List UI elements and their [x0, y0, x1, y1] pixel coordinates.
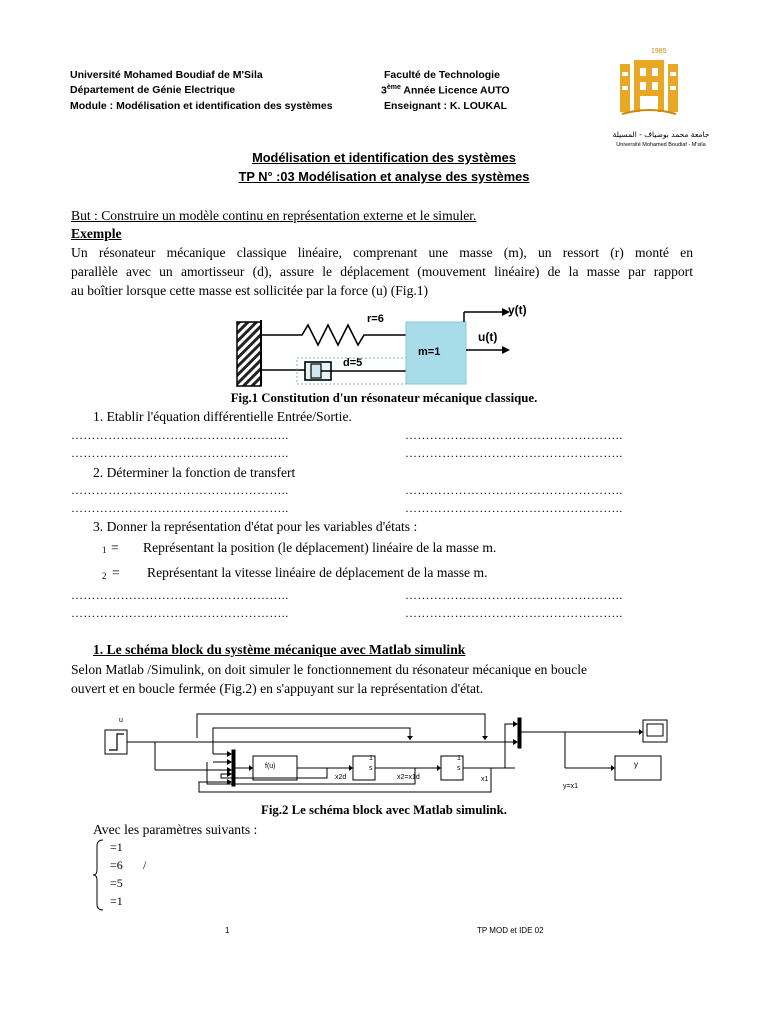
university-logo: 1985 جامعة محمد بوضياف - المسيلة Université Mohamed Boudiaf - M'sila	[606, 48, 716, 153]
state-var-1-text: Représentant la position (le déplacement) linéaire de la masse m.	[143, 540, 497, 555]
y-block-label: y	[634, 760, 638, 769]
fig1-caption: Fig.1 Constitution d'un résonateur mécanique classique.	[230, 391, 538, 405]
integrator-1-den: s	[369, 765, 373, 772]
example-line-3: au boîtier lorsque cette masse est sollicitée par la force (u) (Fig.1)	[71, 283, 429, 298]
header-teacher: Enseignant : K. LOUKAL	[384, 100, 508, 112]
brace-icon	[92, 838, 106, 912]
header-module: Module : Modélisation et identification des systèmes	[70, 100, 333, 112]
fig2-diagram	[95, 712, 685, 796]
logo-latin-name: Université Mohamed Boudiaf - M'sila	[616, 142, 706, 148]
y-x1-label: y=x1	[563, 783, 578, 790]
main-title: Modélisation et identification des systèmes	[252, 150, 516, 165]
answer-line: ……………………………………………..	[71, 446, 289, 460]
example-heading: Exemple	[71, 226, 122, 241]
mass-label: m=1	[418, 346, 441, 358]
answer-line: ……………………………………………..	[71, 483, 289, 497]
header-year: 3ème Année Licence AUTO	[381, 84, 510, 97]
section1-heading: 1. Le schéma block du système mécanique avec Matlab simulink	[93, 642, 466, 657]
integrator-2-den: s	[457, 765, 461, 772]
question-3: 3. Donner la représentation d'état pour les variables d'états :	[93, 519, 418, 534]
answer-line: ……………………………………………..	[405, 606, 623, 620]
answer-line: ……………………………………………..	[71, 606, 289, 620]
fcn-label: f(u)	[265, 763, 276, 770]
x2d-label: x2d	[335, 774, 347, 781]
y-output-block	[615, 756, 661, 780]
fig1-diagram	[234, 300, 534, 390]
output-label: y(t)	[508, 303, 527, 317]
answer-line: ……………………………………………..	[71, 428, 289, 442]
question-1: 1. Etablir l'équation différentielle Entrée/Sortie.	[93, 409, 352, 424]
spring-label: r=6	[367, 313, 384, 325]
state-var-2-text: Représentant la vitesse linéaire de déplacement de la masse m.	[147, 565, 488, 580]
page-number: 1	[225, 926, 230, 935]
answer-line: ……………………………………………..	[405, 428, 623, 442]
params-intro: Avec les paramètres suivants :	[93, 822, 258, 837]
answer-line: ……………………………………………..	[405, 446, 623, 460]
damper-label: d=5	[343, 357, 363, 369]
answer-line: ……………………………………………..	[71, 501, 289, 515]
u-signal-label: u	[119, 717, 123, 724]
param-value: =1	[110, 840, 123, 854]
param-value: =5	[110, 876, 123, 890]
param-value: =6	[110, 858, 123, 872]
integrator-1-num: 1	[369, 755, 373, 762]
section1-line-2: ouvert et en boucle fermée (Fig.2) en s'appuyant sur la représentation d'état.	[71, 681, 484, 696]
example-line-1: Un résonateur mécanique classique linéaire, comprenant une masse (m), un ressort (r) monté en	[71, 245, 693, 260]
answer-line: ……………………………………………..	[405, 483, 623, 497]
goal-text: But : Construire un modèle continu en représentation externe et le simuler.	[71, 208, 477, 223]
answer-line: ……………………………………………..	[405, 501, 623, 515]
wall-hatch	[237, 322, 261, 386]
param-slash: /	[143, 858, 147, 872]
logo-emblem-icon	[620, 56, 678, 116]
answer-line: ……………………………………………..	[71, 588, 289, 602]
state-var-1-sub: 1	[102, 545, 107, 555]
input-label: u(t)	[478, 330, 498, 344]
integrator-2-num: 1	[457, 755, 461, 762]
answer-line: ……………………………………………..	[405, 588, 623, 602]
x1-label: x1	[481, 776, 489, 783]
example-line-2: parallèle avec un amortisseur (d), assure le déplacement (mouvement linéaire) de la masse par rapport	[71, 264, 693, 279]
param-value: =1	[110, 894, 123, 908]
state-var-2-sub: 2	[102, 571, 107, 581]
input-arrow-icon	[502, 346, 510, 354]
state-var-2-eq: =	[112, 565, 120, 580]
tp-title: TP N° :03 Modélisation et analyse des systèmes	[238, 169, 530, 184]
footer-ref: TP MOD et IDE 02	[477, 926, 544, 935]
logo-arabic-name: جامعة محمد بوضياف - المسيلة	[612, 130, 710, 139]
header-department: Département de Génie Electrique	[70, 84, 236, 96]
x2x1d-label: x2=x1d	[397, 774, 420, 781]
question-2: 2. Déterminer la fonction de transfert	[93, 465, 296, 480]
fig2-caption: Fig.2 Le schéma block avec Matlab simulink.	[261, 803, 507, 817]
spring-icon	[261, 325, 406, 345]
header-faculty: Faculté de Technologie	[384, 69, 500, 81]
section1-line-1: Selon Matlab /Simulink, on doit simuler le fonctionnement du résonateur mécanique en boucle	[71, 662, 588, 677]
header-university: Université Mohamed Boudiaf de M'Sila	[70, 69, 263, 81]
state-var-1-eq: =	[111, 540, 119, 555]
